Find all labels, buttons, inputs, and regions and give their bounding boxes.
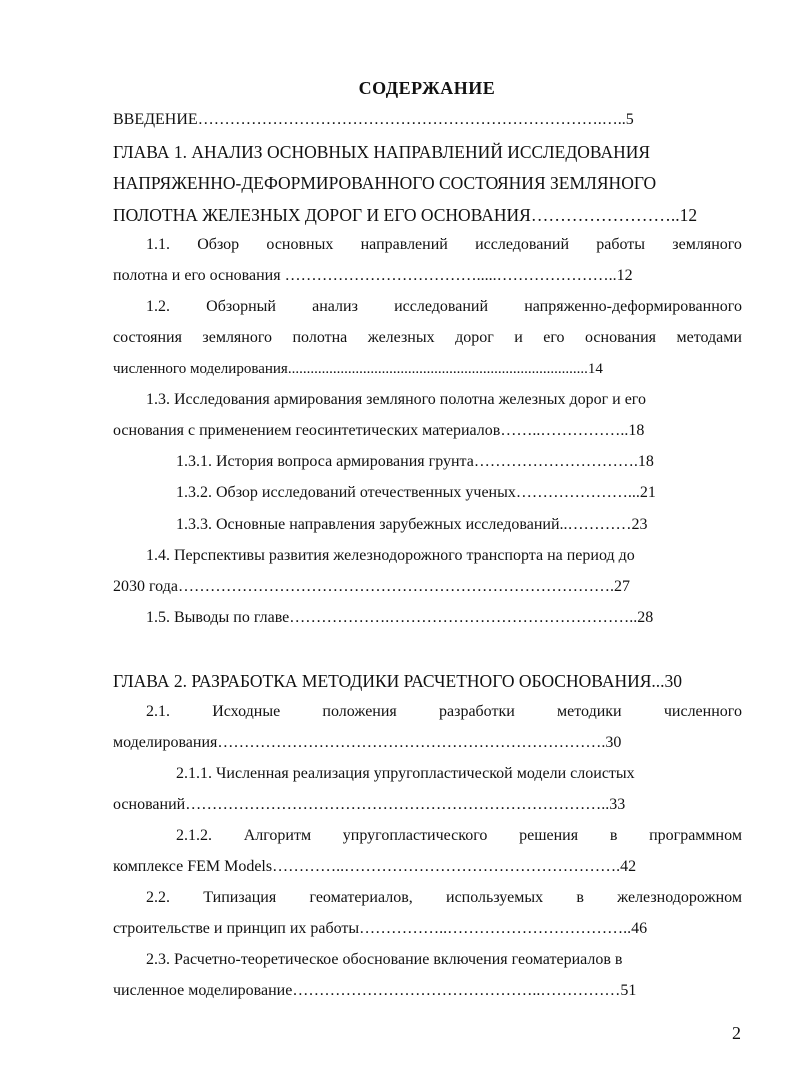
toc-chapter-1-line-1[interactable]: [0, 137, 794, 167]
word: основных: [266, 236, 334, 253]
toc-section-2-2-line-2[interactable]: [0, 914, 794, 944]
toc-entry-text: [146, 883, 742, 913]
toc-entry-text: комплексе FEM Models…………..…………………………………………….42: [113, 858, 637, 875]
toc-entry-text: 1.4. Перспективы развития железнодорожного транспорта на период до: [146, 547, 635, 564]
toc-section-1-3-2[interactable]: [0, 478, 794, 508]
toc-section-2-3-line-1[interactable]: [0, 945, 794, 975]
toc-entry-text: ПОЛОТНА ЖЕЛЕЗНЫХ ДОРОГ И ЕГО ОСНОВАНИЯ……………………..12: [113, 205, 698, 225]
word: в: [609, 827, 618, 844]
toc-entry-text: 1.3. Исследования армирования земляного полотна железных дорог и его: [146, 391, 646, 408]
word: упругопластического: [342, 827, 488, 844]
toc-section-2-1-1-line-1[interactable]: [0, 759, 794, 789]
word: Типизация: [203, 889, 277, 906]
toc-section-1-1-line-1[interactable]: [0, 230, 794, 260]
toc-entry-text: НАПРЯЖЕННО-ДЕФОРМИРОВАННОГО СОСТОЯНИЯ ЗЕМЛЯНОГО: [113, 173, 657, 193]
toc-section-2-2-line-1[interactable]: [0, 883, 794, 913]
toc-section-1-2-line-2[interactable]: [0, 323, 794, 353]
word: Обзорный: [206, 298, 276, 315]
toc-entry-text: 1.3.3. Основные направления зарубежных исследований..…………23: [176, 516, 648, 533]
toc-entry-text: оснований……………………………………………………………………..33: [113, 796, 626, 813]
word: его: [543, 329, 565, 346]
word: дорог: [455, 329, 494, 346]
toc-section-1-2-line-3[interactable]: [0, 354, 794, 384]
word: работы: [596, 236, 646, 253]
word: положения: [322, 703, 397, 720]
toc-title: СОДЕРЖАНИЕ: [358, 78, 496, 98]
toc-entry-text: 1.5. Выводы по главе……………….………………………………………..28: [146, 609, 654, 626]
toc-section-1-2-line-1[interactable]: [0, 292, 794, 322]
toc-entry-text: [146, 230, 742, 260]
word: направлений: [360, 236, 448, 253]
toc-section-1-3-line-1[interactable]: [0, 385, 794, 415]
toc-entry-text: ВВЕДЕНИЕ………………………………………………………………….…..5: [113, 111, 634, 128]
toc-entry-text: 1.3.2. Обзор исследований отечественных ученых…………………...21: [176, 484, 656, 501]
word: 2.1.2.: [176, 827, 212, 844]
word: используемых: [446, 889, 544, 906]
word: методики: [557, 703, 622, 720]
toc-entry-text: 1.3.1. История вопроса армирования грунта………………………….18: [176, 453, 654, 470]
toc-entry-text: [146, 292, 742, 322]
toc-section-2-1-line-2[interactable]: [0, 728, 794, 758]
word: железных: [367, 329, 435, 346]
toc-entry-text: 2.1.1. Численная реализация упругопластической модели слоистых: [176, 765, 635, 782]
word: 2.2.: [146, 889, 170, 906]
toc-section-2-1-2-line-1[interactable]: [0, 821, 794, 851]
word: анализ: [312, 298, 358, 315]
toc-section-2-1-line-1[interactable]: [0, 697, 794, 727]
word: Алгоритм: [243, 827, 312, 844]
toc-section-2-1-1-line-2[interactable]: [0, 790, 794, 820]
word: Исходные: [212, 703, 281, 720]
word: решения: [519, 827, 579, 844]
toc-entry-text: ГЛАВА 1. АНАЛИЗ ОСНОВНЫХ НАПРАВЛЕНИЙ ИССЛЕДОВАНИЯ: [113, 142, 651, 162]
word: земляного: [672, 236, 742, 253]
toc-chapter-1-line-2[interactable]: [0, 168, 794, 198]
toc-entry-text: 2030 года……………………………………………………………………….27: [113, 578, 630, 595]
word: 1.1.: [146, 236, 170, 253]
toc-section-1-4-line-1[interactable]: [0, 541, 794, 571]
toc-section-1-3-line-2[interactable]: [0, 416, 794, 446]
toc-entry-text: численного моделирования................................................................................14: [113, 361, 603, 377]
word: разработки: [439, 703, 515, 720]
page-number: 2: [732, 1023, 741, 1043]
toc-entry-text: [146, 697, 742, 727]
word: напряженно-деформированного: [524, 298, 742, 315]
toc-section-2-1-2-line-2[interactable]: [0, 852, 794, 882]
toc-entry-text: 2.3. Расчетно-теоретическое обоснование включения геоматериалов в: [146, 951, 623, 968]
word: численного: [663, 703, 742, 720]
toc-entry-text: ГЛАВА 2. РАЗРАБОТКА МЕТОДИКИ РАСЧЕТНОГО ОБОСНОВАНИЯ...30: [113, 671, 683, 691]
toc-entry-text: численное моделирование………………………………………..……………51: [113, 982, 637, 999]
word: методами: [676, 329, 742, 346]
toc-entry-text: полотна и его основания ……………………………….....…………………..12: [113, 267, 633, 284]
toc-section-1-3-1[interactable]: [0, 447, 794, 477]
toc-entry-text: строительстве и принцип их работы……………..……………………………..46: [113, 920, 648, 937]
word: состояния: [113, 329, 182, 346]
toc-entry-introduction[interactable]: [0, 105, 794, 135]
word: 1.2.: [146, 298, 170, 315]
word: программном: [649, 827, 742, 844]
toc-entry-text: [113, 323, 742, 353]
word: в: [576, 889, 584, 906]
toc-section-1-4-line-2[interactable]: [0, 572, 794, 602]
word: исследований: [394, 298, 489, 315]
word: полотна: [292, 329, 348, 346]
word: исследований: [475, 236, 570, 253]
toc-section-1-5[interactable]: [0, 603, 794, 633]
toc-section-1-3-3[interactable]: [0, 510, 794, 540]
toc-chapter-1-line-3[interactable]: [0, 200, 794, 230]
word: геоматериалов,: [309, 889, 413, 906]
word: 2.1.: [146, 703, 170, 720]
word: и: [514, 329, 523, 346]
word: Обзор: [197, 236, 240, 253]
word: железнодорожном: [617, 889, 742, 906]
toc-section-2-3-line-2[interactable]: [0, 976, 794, 1006]
word: основания: [585, 329, 656, 346]
toc-entry-text: [176, 821, 742, 851]
toc-entry-text: основания с применением геосинтетических материалов……..……………..18: [113, 422, 645, 439]
word: земляного: [202, 329, 273, 346]
toc-chapter-2[interactable]: [0, 666, 794, 696]
toc-section-1-1-line-2[interactable]: [0, 261, 794, 291]
toc-entry-text: моделирования……………………………………………………………….30: [113, 734, 622, 751]
